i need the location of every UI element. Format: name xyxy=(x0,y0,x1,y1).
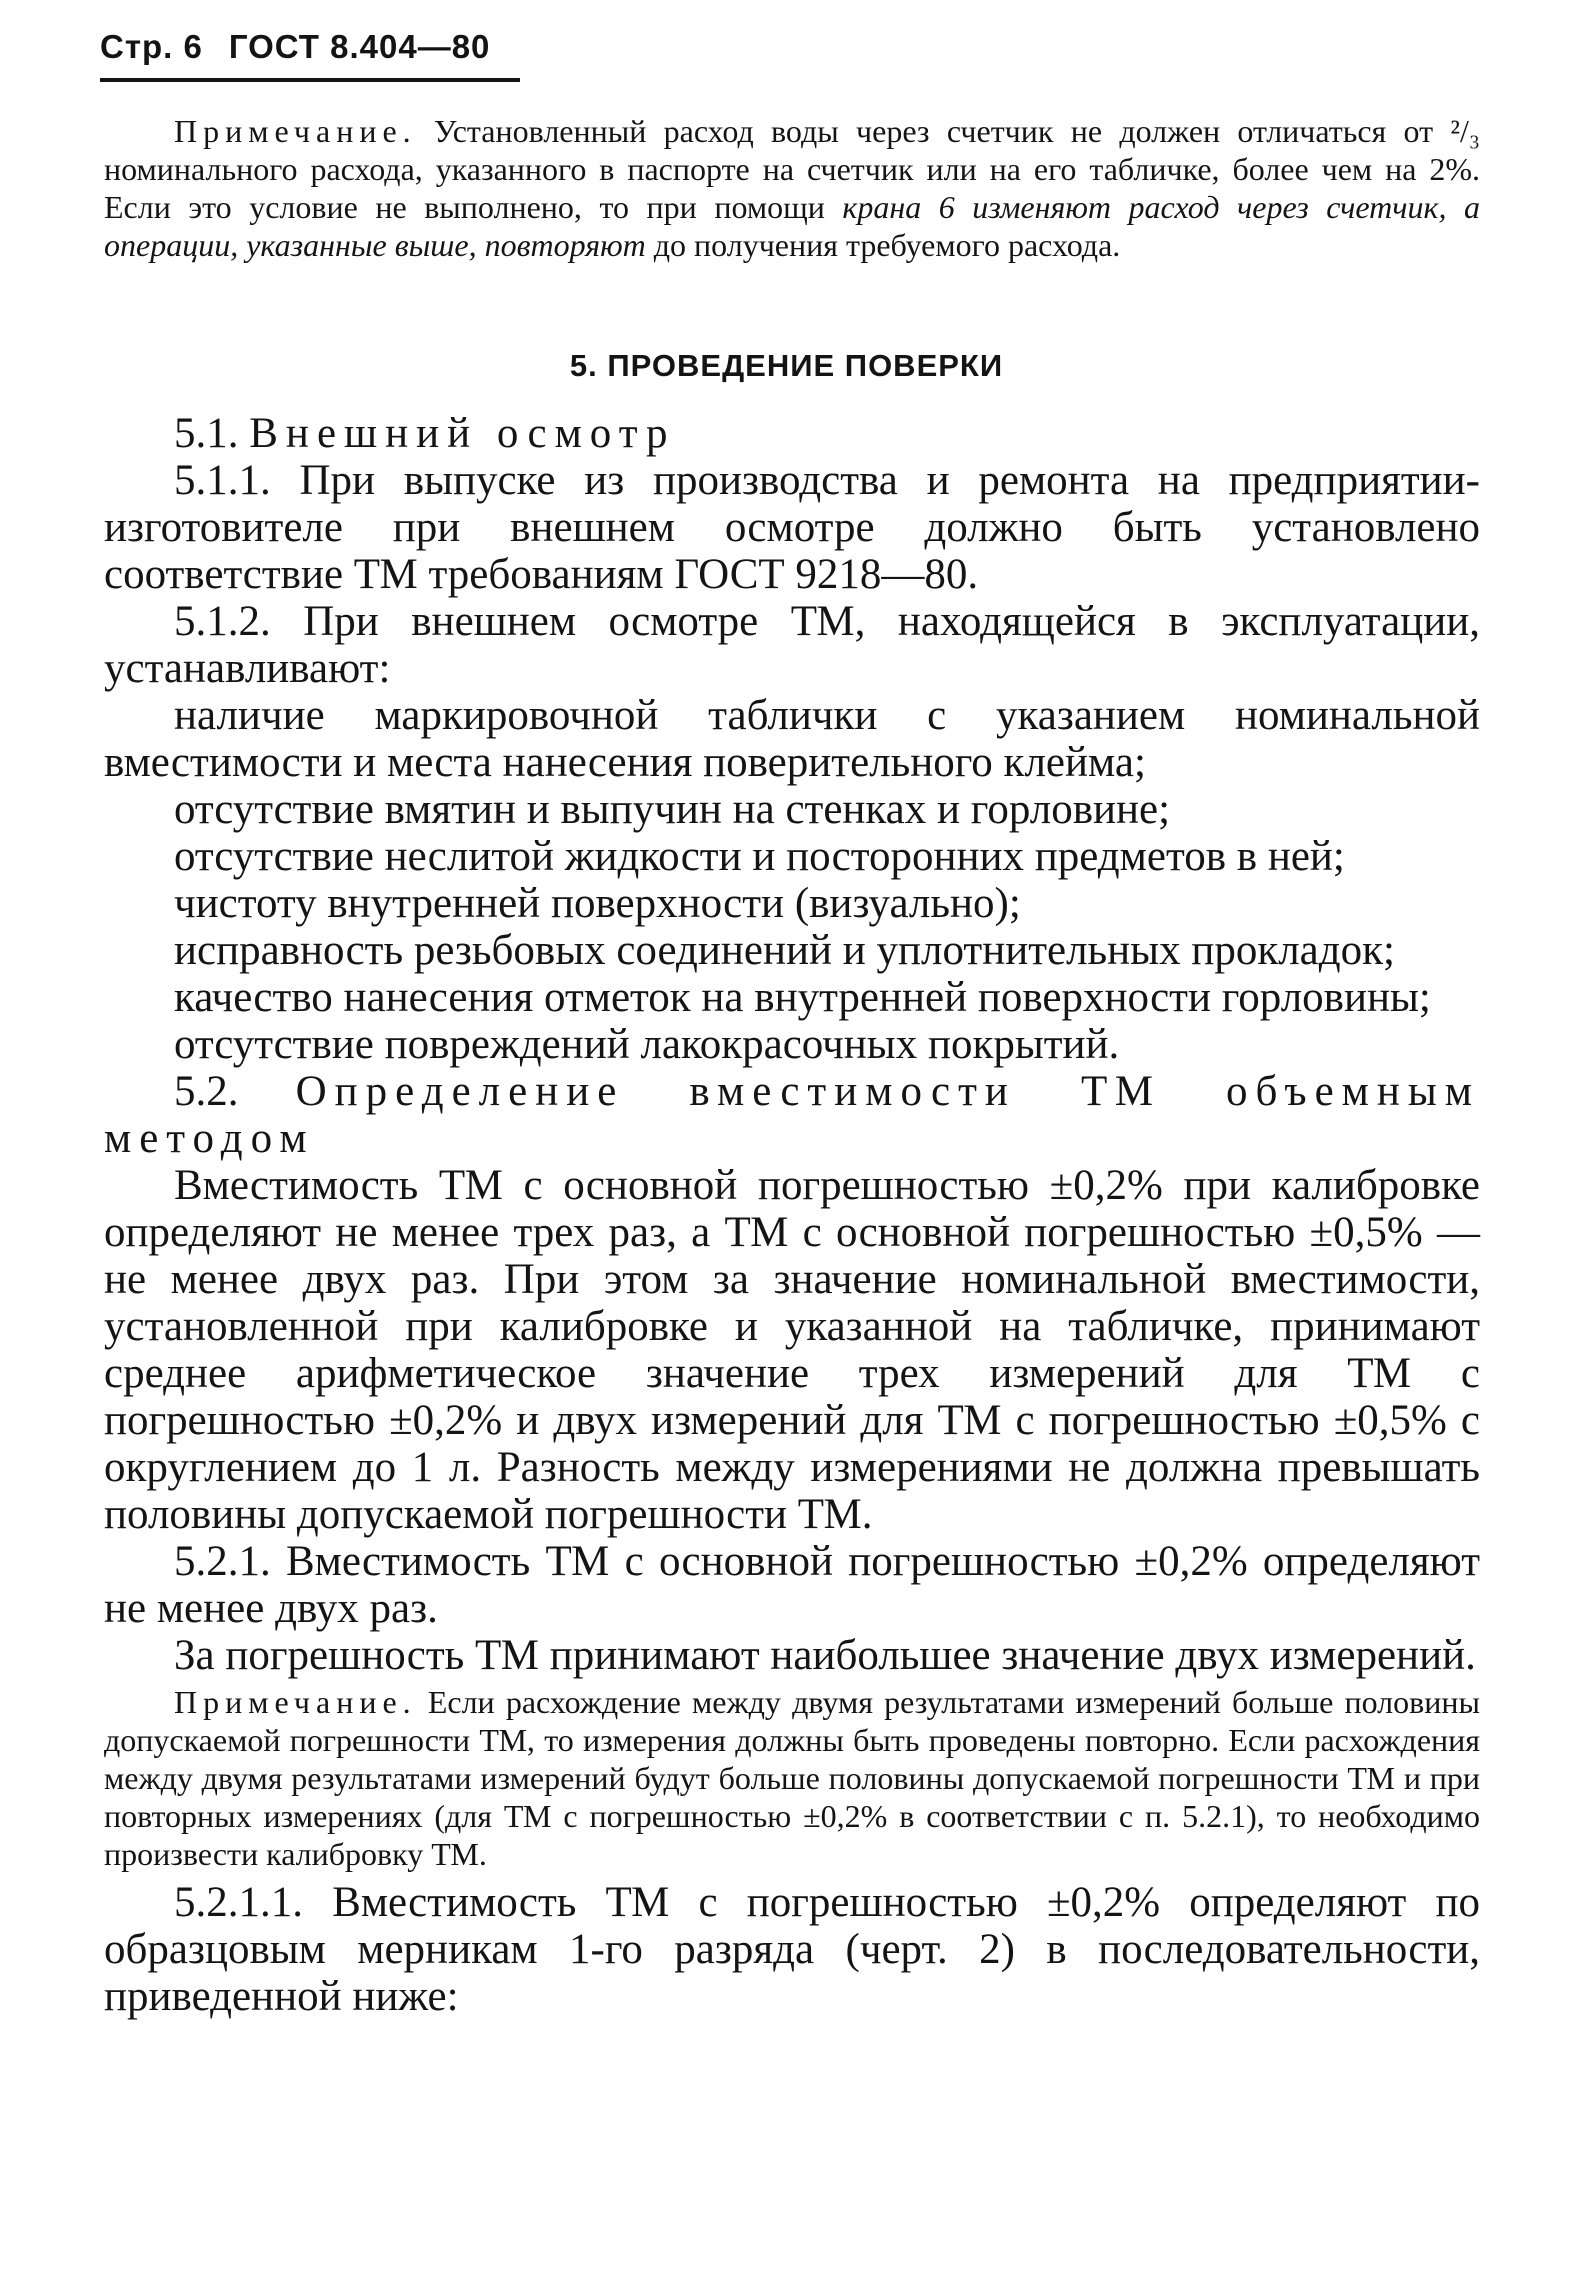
list-item: отсутствие вмятин и выпучин на стенках и горловине; xyxy=(174,786,1171,833)
fraction: ²/₃ xyxy=(1450,113,1480,149)
paragraph-5-2-1-b: За погрешность ТМ принимают наибольшее значение двух измерений. xyxy=(174,1632,1476,1679)
list-item: чистоту внутренней поверхности (визуально); xyxy=(174,880,1021,927)
list-item: качество нанесения отметок на внутренней поверхности горловины; xyxy=(174,974,1431,1021)
note-label: Примечание. xyxy=(174,1684,417,1720)
page-number: Стр. 6 xyxy=(100,28,203,65)
main-body xyxy=(104,410,1480,2020)
subsection-5-2: 5.2. Определение вместимости ТМ объемным методом xyxy=(104,1068,1480,1162)
paragraph-5-2-1-1: 5.2.1.1. Вместимость ТМ с погрешностью ±0,2% определяют по образцовым мерникам 1-го разряда (черт. 2) в последовательности, приведенной ниже: xyxy=(104,1879,1480,2020)
page-header xyxy=(100,28,490,66)
note-paragraph: Примечание. Установленный расход воды через счетчик не должен отличаться от ²/₃ номинального расхода, указанного в паспорте на счетчик или на его табличке, более чем на 2%. Если это условие не выполнено, то при помощи крана 6 изменяют расход через счетчик, а операции, указанные выше, повторяют до получения требуемого расхода. xyxy=(104,113,1481,263)
paragraph-5-1-2: 5.1.2. При внешнем осмотре ТМ, находящейся в эксплуатации, устанавливают: xyxy=(104,598,1480,692)
standard-id: ГОСТ 8.404—80 xyxy=(228,28,491,65)
note-paragraph-2: Примечание. Если расхождение между двумя результатами измерений больше половины допускаемой погрешности ТМ, то измерения должны быть проведены повторно. Если расхождения между двумя результатами измерений будут больше половины допускаемой погрешности ТМ и при повторных измерениях (для ТМ с погрешностью ±0,2% в соответствии с п. 5.2.1), то необходимо произвести калибровку ТМ. xyxy=(104,1684,1480,1872)
paragraph-5-2: Вместимость ТМ с основной погрешностью ±0,2% при калибровке определяют не менее трех раз, а ТМ с основной погрешностью ±0,5% — не менее двух раз. При этом за значение номинальной вместимости, установленной при калибровке и указанной на табличке, принимают среднее арифметическое значение трех измерений для ТМ с погрешностью ±0,2% и двух измерений для ТМ с погрешностью ±0,5% с округлением до 1 л. Разность между измерениями не должна превышать половины допускаемой погрешности ТМ. xyxy=(104,1162,1480,1538)
header-rule xyxy=(100,78,520,82)
note-label: Примечание. xyxy=(174,113,417,149)
subsection-5-1: 5.1. Внешний осмотр xyxy=(174,410,676,457)
inspection-list xyxy=(104,692,1480,1068)
list-item: наличие маркировочной таблички с указанием номинальной вместимости и места нанесения поверительного клейма; xyxy=(104,692,1480,786)
section-heading: 5. ПРОВЕДЕНИЕ ПОВЕРКИ xyxy=(569,348,1004,383)
list-item: отсутствие повреждений лакокрасочных покрытий. xyxy=(174,1021,1120,1068)
paragraph-5-2-1: 5.2.1. Вместимость ТМ с основной погрешностью ±0,2% определяют не менее двух раз. xyxy=(104,1538,1480,1632)
list-item: исправность резьбовых соединений и уплотнительных прокладок; xyxy=(174,927,1395,974)
list-item: отсутствие неслитой жидкости и посторонних предметов в ней; xyxy=(174,833,1345,880)
italic-text: крана 6 изменяют расход через счетчик, а операции, указанные выше, повторяют xyxy=(104,189,1481,263)
paragraph-5-1-1: 5.1.1. При выпуске из производства и ремонта на предприятии-изготовителе при внешнем осмотре должно быть установлено соответствие ТМ требованиям ГОСТ 9218—80. xyxy=(104,457,1480,598)
